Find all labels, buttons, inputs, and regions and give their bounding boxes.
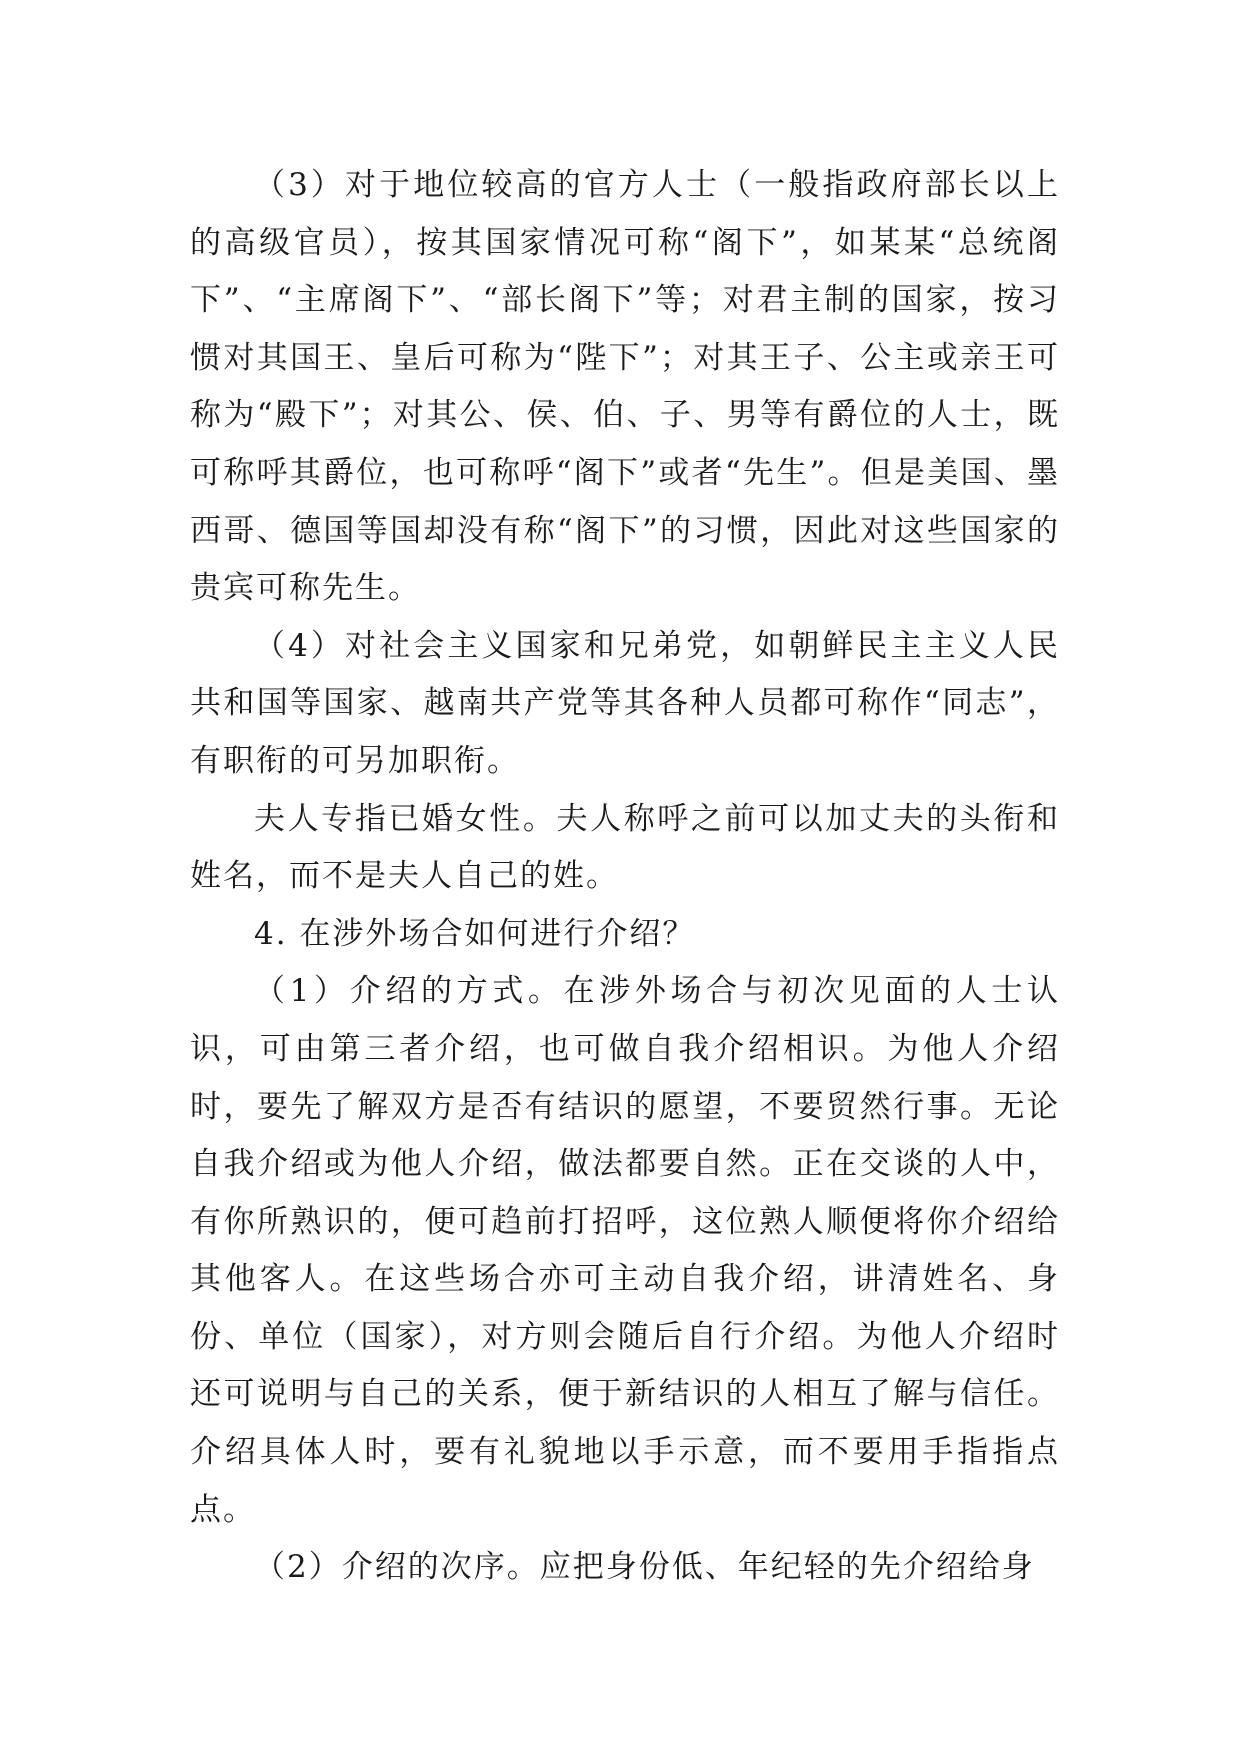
section-heading-introductions: 4. 在涉外场合如何进行介绍？ <box>254 915 696 952</box>
paragraph-honorifics-officials: （3）对于地位较高的官方人士（一般指政府部长以上的高级官员），按其国家情况可称“阁下”，如某某“总统阁下”、“主席阁下”、“部长阁下”等；对君主制的国家，按习惯对其国王、皇后可称为“陛下”；对其王子、公主或亲王可称为“殿下”；对其公、侯、伯、子、男等有爵位的人士，既可称呼其爵位，也可称呼“阁下”或者“先生”。但是美国、墨西哥、德国等国却没有称“阁下”的习惯，因此对这些国家的贵宾可称先生。 <box>190 167 1060 607</box>
paragraph-introduction-order: （2）介绍的次序。应把身份低、年纪轻的先介绍给身 <box>254 1549 1035 1586</box>
paragraph-introduction-methods: （1）介绍的方式。在涉外场合与初次见面的人士认识，可由第三者介绍，也可做自我介绍相识。为他人介绍时，要先了解双方是否有结识的愿望，不要贸然行事。无论自我介绍或为他人介绍，做法都要自然。正在交谈的人中，有你所熟识的，便可趋前打招呼，这位熟人顺便将你介绍给其他客人。在这些场合亦可主动自我介绍，讲清姓名、身份、单位（国家），对方则会随后自行介绍。为他人介绍时还可说明与自己的关系，便于新结识的人相互了解与信任。介绍具体人时，要有礼貌地以手示意，而不要用手指指点点。 <box>190 973 1060 1528</box>
paragraph-honorifics-comrade: （4）对社会主义国家和兄弟党，如朝鲜民主主义人民共和国等国家、越南共产党等其各种人员都可称作“同志”，有职衔的可另加职衔。 <box>190 627 1060 779</box>
document-body <box>190 157 1060 1597</box>
paragraph-madam: 夫人专指已婚女性。夫人称呼之前可以加丈夫的头衔和姓名，而不是夫人自己的姓。 <box>190 800 1060 895</box>
